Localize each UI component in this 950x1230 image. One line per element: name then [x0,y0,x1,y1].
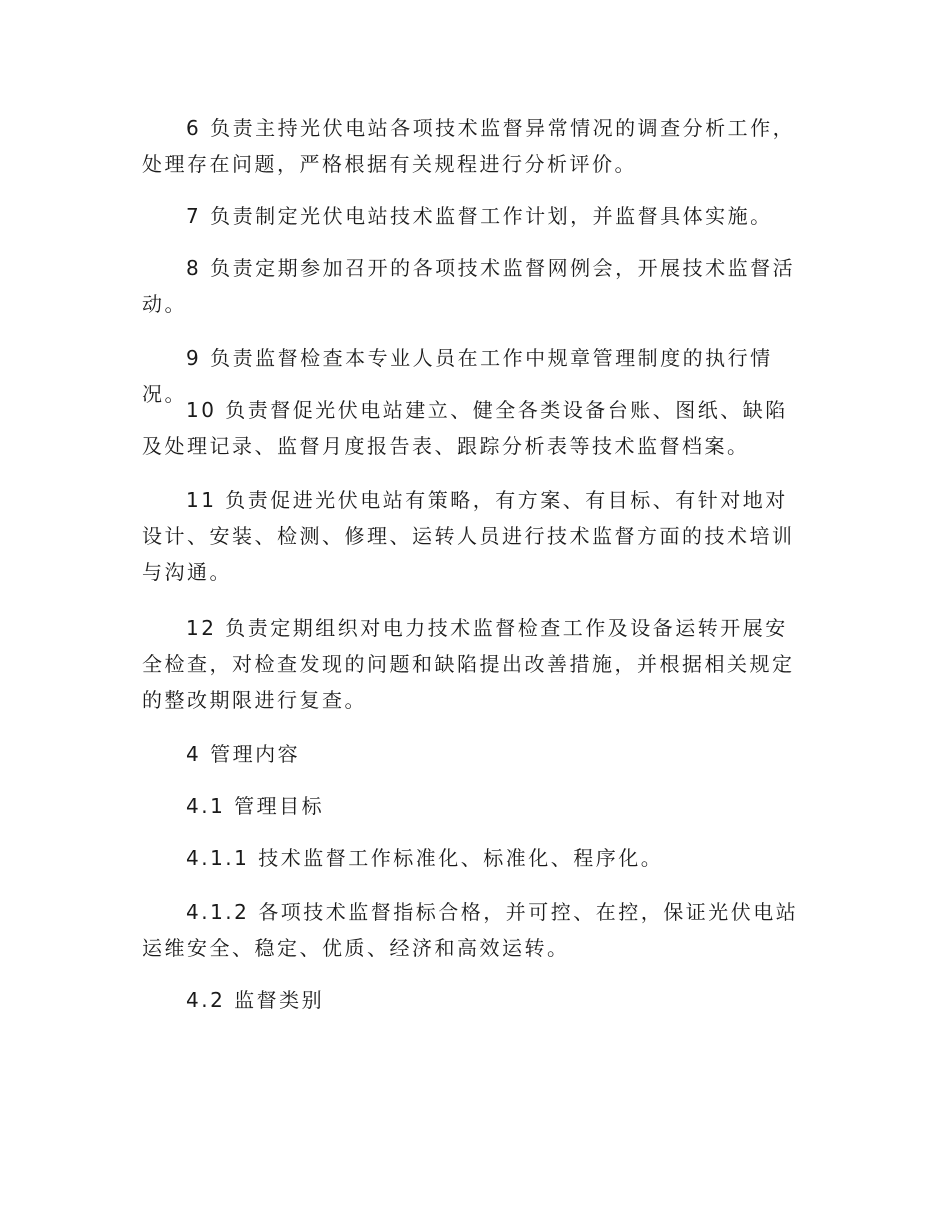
paragraph-item-6: 6 负责主持光伏电站各项技术监督异常情况的调查分析工作，处理存在问题，严格根据有关规程进行分析评价。 [142,116,796,176]
paragraph-item-4-1-2: 4.1.2 各项技术监督指标合格，并可控、在控，保证光伏电站运维安全、稳定、优质、经济和高效运转。 [142,900,799,960]
section-heading-4-1: 4.1 管理目标 [186,794,325,818]
section-heading-4-2: 4.2 监督类别 [186,988,325,1012]
section-heading-4: 4 管理内容 [186,742,301,766]
paragraph-item-9: 9 负责监督检查本专业人员在工作中规章管理制度的执行情况。 [142,346,773,406]
paragraph-item-7: 7 负责制定光伏电站技术监督工作计划，并监督具体实施。 [186,204,773,228]
paragraph-item-12: 12 负责定期组织对电力技术监督检查工作及设备运转开展安全检查，对检查发现的问题和缺陷提出改善措施，并根据相关规定的整改期限进行复查。 [142,616,795,712]
paragraph-item-10: 10 负责督促光伏电站建立、健全各类设备台账、图纸、缺陷及处理记录、监督月度报告表、跟踪分析表等技术监督档案。 [142,398,788,458]
paragraph-item-8: 8 负责定期参加召开的各项技术监督网例会，开展技术监督活动。 [142,256,796,316]
paragraph-item-4-1-1: 4.1.1 技术监督工作标准化、标准化、程序化。 [186,846,664,870]
paragraph-item-11: 11 负责促进光伏电站有策略，有方案、有目标、有针对地对设计、安装、检测、修理、运转人员进行技术监督方面的技术培训与沟通。 [142,488,795,584]
